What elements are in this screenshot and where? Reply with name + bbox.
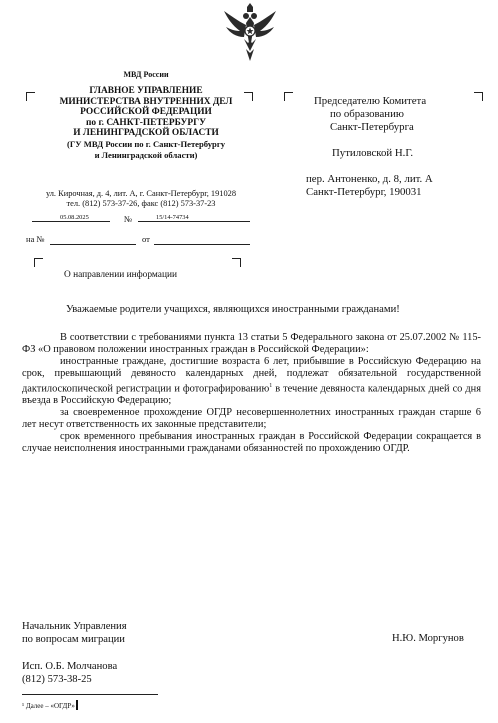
org-line: и Ленинградской области) — [94, 149, 198, 160]
mvd-eagle-emblem-icon — [222, 3, 278, 63]
body-paragraph: срок временного пребывания иностранных граждан в Российской Федерации сокращается в случае неисполнения иностранными гражданами обязанностей по прохождению ОГДР. — [22, 431, 481, 455]
org-line: РОССИЙСКОЙ ФЕДЕРАЦИИ — [80, 107, 212, 118]
body-text: в течение девяноста календарных дней со дня въезда в Российскую Федерацию; — [22, 383, 481, 407]
body-text: иностранные граждане, достигшие возраста 6 лет, прибывшие в Российскую Федерацию на срок, превышающий девяносто календарных дней, подлежат обязательной государственной дактилоскопической регистрации и фотографированию — [22, 356, 481, 395]
reply-from-label: от — [142, 234, 150, 244]
org-line: (ГУ МВД России по г. Санкт-Петербургу — [66, 138, 226, 149]
recipient-block — [306, 95, 476, 199]
signatory-title — [22, 620, 127, 646]
recipient-line: Председателю Комитета — [314, 95, 427, 107]
body-paragraph: В соответствии с требованиями пункта 13 статьи 5 Федерального закона от 25.07.2002 № 115-ФЗ «О правовом положении иностранных граждан в Российской Федерации»: — [22, 332, 481, 355]
date-underline — [32, 221, 110, 222]
corner-mark — [34, 258, 43, 267]
recipient-address: пер. Антоненко, д. 8, лит. А — [306, 173, 433, 185]
corner-mark — [232, 258, 241, 267]
recipient-spacer — [306, 134, 476, 147]
signatory-title-line: по вопросам миграции — [22, 634, 125, 645]
ministry-name: МВД России — [123, 70, 169, 79]
org-line: ГЛАВНОЕ УПРАВЛЕНИЕ — [89, 86, 203, 96]
letter-body — [22, 332, 481, 455]
recipient-line: Санкт-Петербурга — [330, 121, 414, 133]
executor-phone: (812) 573-38-25 — [22, 674, 92, 685]
recipient-spacer — [306, 160, 476, 173]
recipient-city: Санкт-Петербург, 190031 — [306, 186, 422, 198]
recipient-name: Путиловской Н.Г. — [332, 147, 414, 159]
number-sign: № — [124, 214, 133, 224]
corner-mark — [26, 92, 35, 101]
footnote-ref: 1 — [269, 383, 273, 389]
signatory-name: Н.Ю. Моргунов — [392, 633, 464, 644]
organization-name — [48, 86, 244, 160]
executor-block — [22, 660, 117, 686]
recipient-line: по образованию — [330, 108, 404, 120]
footnote-text: ¹ Далее – «ОГДР» — [22, 702, 75, 710]
address-line: ул. Кирочная, д. 4, лит. А, г. Санкт-Петербург, 191028 — [45, 189, 237, 198]
text-cursor — [76, 700, 78, 710]
registration-number: 15/14-74734 — [156, 214, 189, 221]
body-paragraph: за своевременное прохождение ОГДР несовершеннолетних иностранных граждан старше 6 лет несут ответственность их законные представители; — [22, 407, 481, 431]
org-line: по г. САНКТ-ПЕТЕРБУРГУ — [86, 117, 206, 128]
greeting: Уважаемые родители учащихся, являющихся иностранными гражданами! — [66, 304, 400, 315]
signatory-title-line: Начальник Управления — [22, 621, 127, 632]
registration-date: 05.08.2025 — [60, 214, 89, 221]
footnote — [22, 700, 78, 710]
footnote-separator — [22, 694, 158, 695]
org-line: И ЛЕНИНГРАДСКОЙ ОБЛАСТИ — [73, 128, 219, 139]
contacts-line: тел. (812) 573-37-26, факс (812) 573-37-23 — [66, 199, 216, 208]
executor-name: Исп. О.Б. Молчанова — [22, 661, 118, 672]
corner-mark — [244, 92, 253, 101]
number-underline — [138, 221, 250, 222]
org-line: МИНИСТЕРСТВА ВНУТРЕННИХ ДЕЛ — [59, 96, 233, 107]
reply-date-underline — [154, 244, 250, 245]
org-address — [26, 189, 256, 209]
reply-to-number-label: на № — [26, 234, 45, 244]
corner-mark — [284, 92, 293, 101]
letter-subject: О направлении информации — [64, 270, 177, 280]
body-paragraph — [22, 356, 481, 407]
reply-number-underline — [50, 244, 136, 245]
